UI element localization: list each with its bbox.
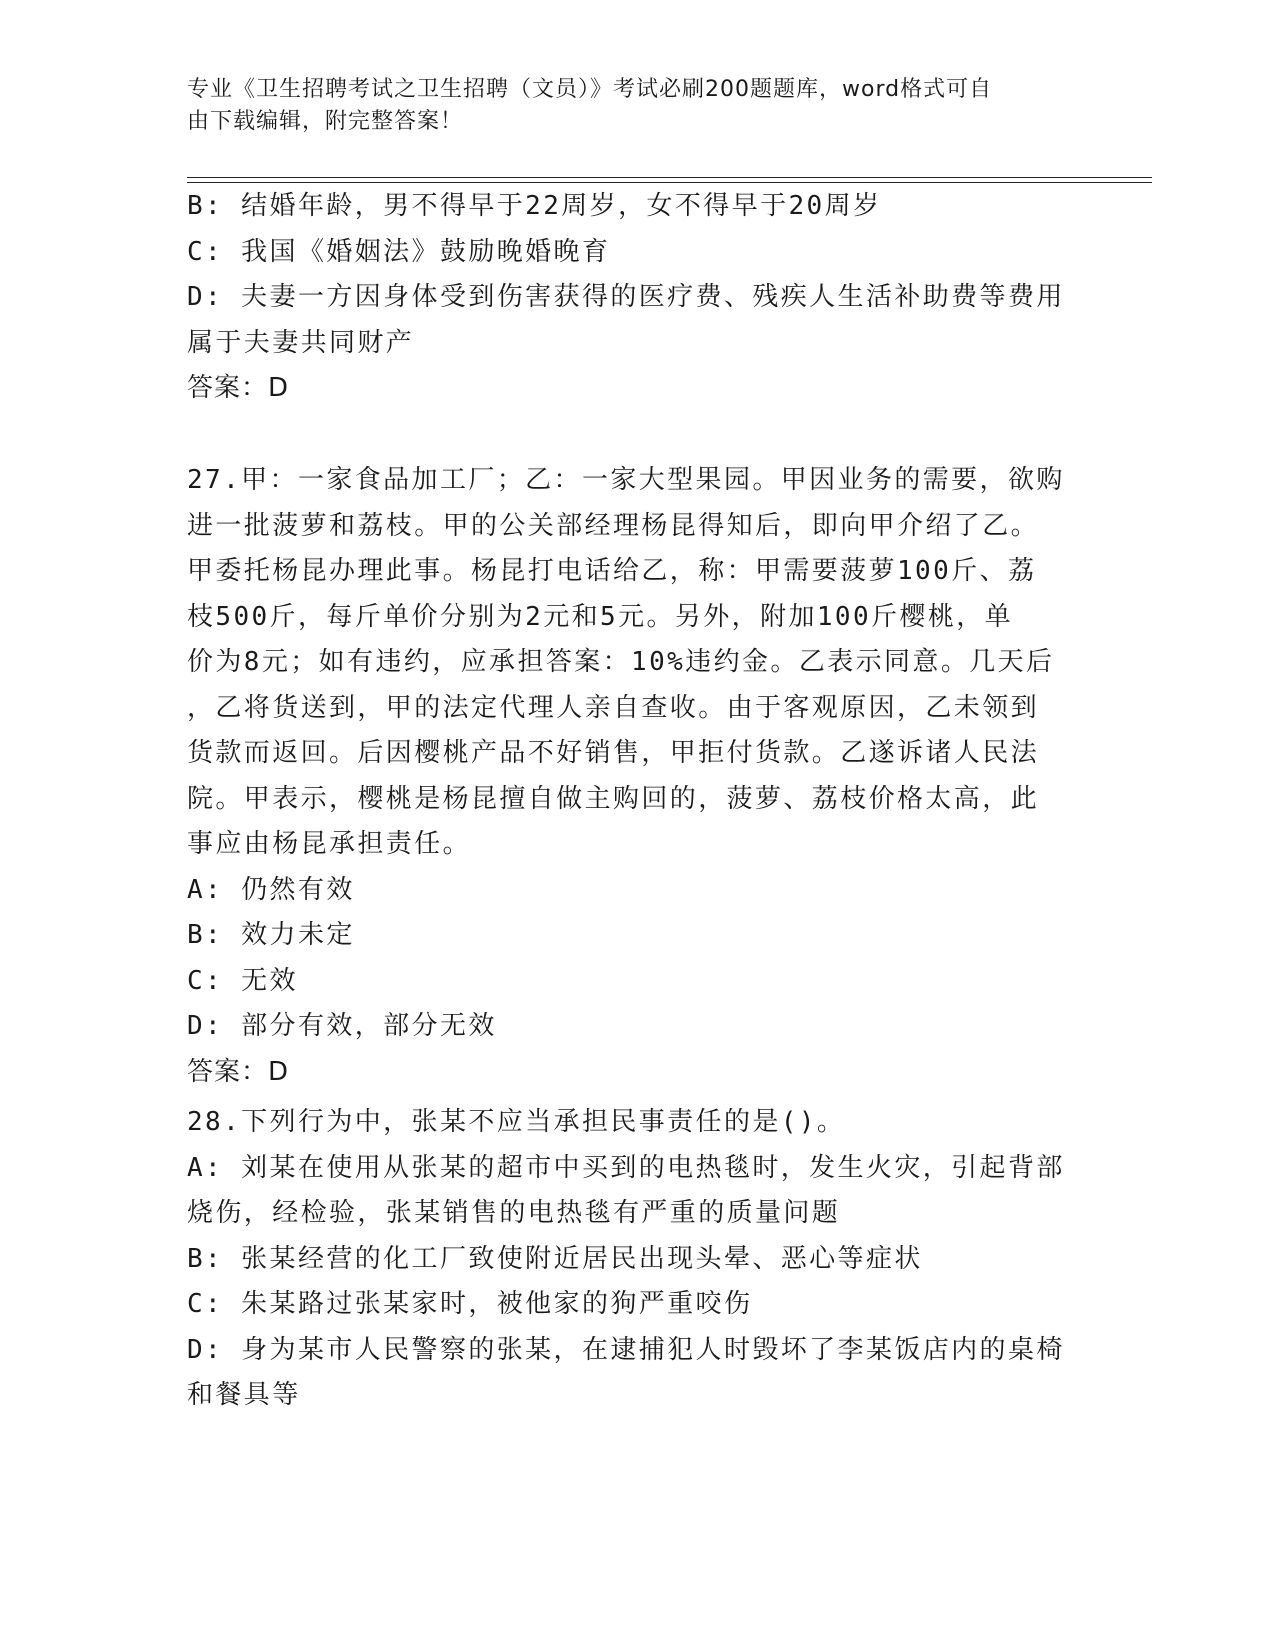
document-header [187,74,1067,138]
question-26-block [187,184,1077,412]
question-27-stem-line: 27.甲：一家食品加工厂；乙：一家大型果园。甲因业务的需要，欲购 [187,465,1065,495]
header-line-1: 专业《卫生招聘考试之卫生招聘（文员）》考试必刷200题题库，word格式可自 [187,77,993,102]
question-27-stem-line: 院。甲表示，樱桃是杨昆擅自做主购回的，菠萝、荔枝价格太高，此 [187,783,1040,814]
answer-line: 答案：D [187,1056,290,1087]
option-c: C: 我国《婚姻法》鼓励晚婚晚育 [187,236,611,267]
question-28-block [187,1100,1077,1419]
question-27-stem-line: 货款而返回。后因樱桃产品不好销售，甲拒付货款。乙遂诉诸人民法 [187,738,1040,768]
question-27-stem-line: 进一批菠萝和荔枝。甲的公关部经理杨昆得知后，即向甲介绍了乙。 [187,510,1040,541]
option-b: B: 结婚年龄，男不得早于22周岁，女不得早于20周岁 [187,191,882,221]
option-a-continued: 烧伤，经检验，张某销售的电热毯有严重的质量问题 [187,1198,841,1228]
option-c: C: 无效 [187,965,298,996]
question-27-stem-line: 价为8元；如有违约，应承担答案：10%违约金。乙表示同意。几天后 [187,647,1055,677]
option-d-continued: 属于夫妻共同财产 [187,327,415,358]
header-rule-top [187,177,1152,178]
option-d: D: 部分有效，部分无效 [187,1011,497,1041]
option-a: A: 仍然有效 [187,874,355,905]
question-27-stem-line: ，乙将货送到，甲的法定代理人亲自查收。由于客观原因，乙未领到 [187,692,1040,723]
question-27-stem-line: 甲委托杨昆办理此事。杨昆打电话给乙，称：甲需要菠萝100斤、荔 [187,556,1037,586]
option-d: D: 身为某市人民警察的张某，在逮捕犯人时毁坏了李某饭店内的桌椅 [187,1334,1065,1365]
question-28-stem-line: 28.下列行为中，张某不应当承担民事责任的是()。 [187,1107,846,1137]
option-b: B: 效力未定 [187,920,355,950]
header-line-2: 由下载编辑，附完整答案！ [187,109,464,134]
option-b: B: 张某经营的化工厂致使附近居民出现头晕、恶心等症状 [187,1243,923,1274]
answer-line: 答案：D [187,373,290,403]
header-rule-bottom [187,182,1152,183]
question-27-stem-line: 事应由杨昆承担责任。 [187,829,472,859]
question-27-stem-line: 枝500斤，每斤单价分别为2元和5元。另外，附加100斤樱桃，单 [187,601,1014,632]
option-c: C: 朱某路过张某家时，被他家的狗严重咬伤 [187,1289,753,1319]
option-d-continued: 和餐具等 [187,1380,301,1410]
question-27-block [187,458,1077,1095]
option-d: D: 夫妻一方因身体受到伤害获得的医疗费、残疾人生活补助费等费用 [187,282,1065,312]
option-a: A: 刘某在使用从张某的超市中买到的电热毯时，发生火灾，引起背部 [187,1152,1065,1183]
